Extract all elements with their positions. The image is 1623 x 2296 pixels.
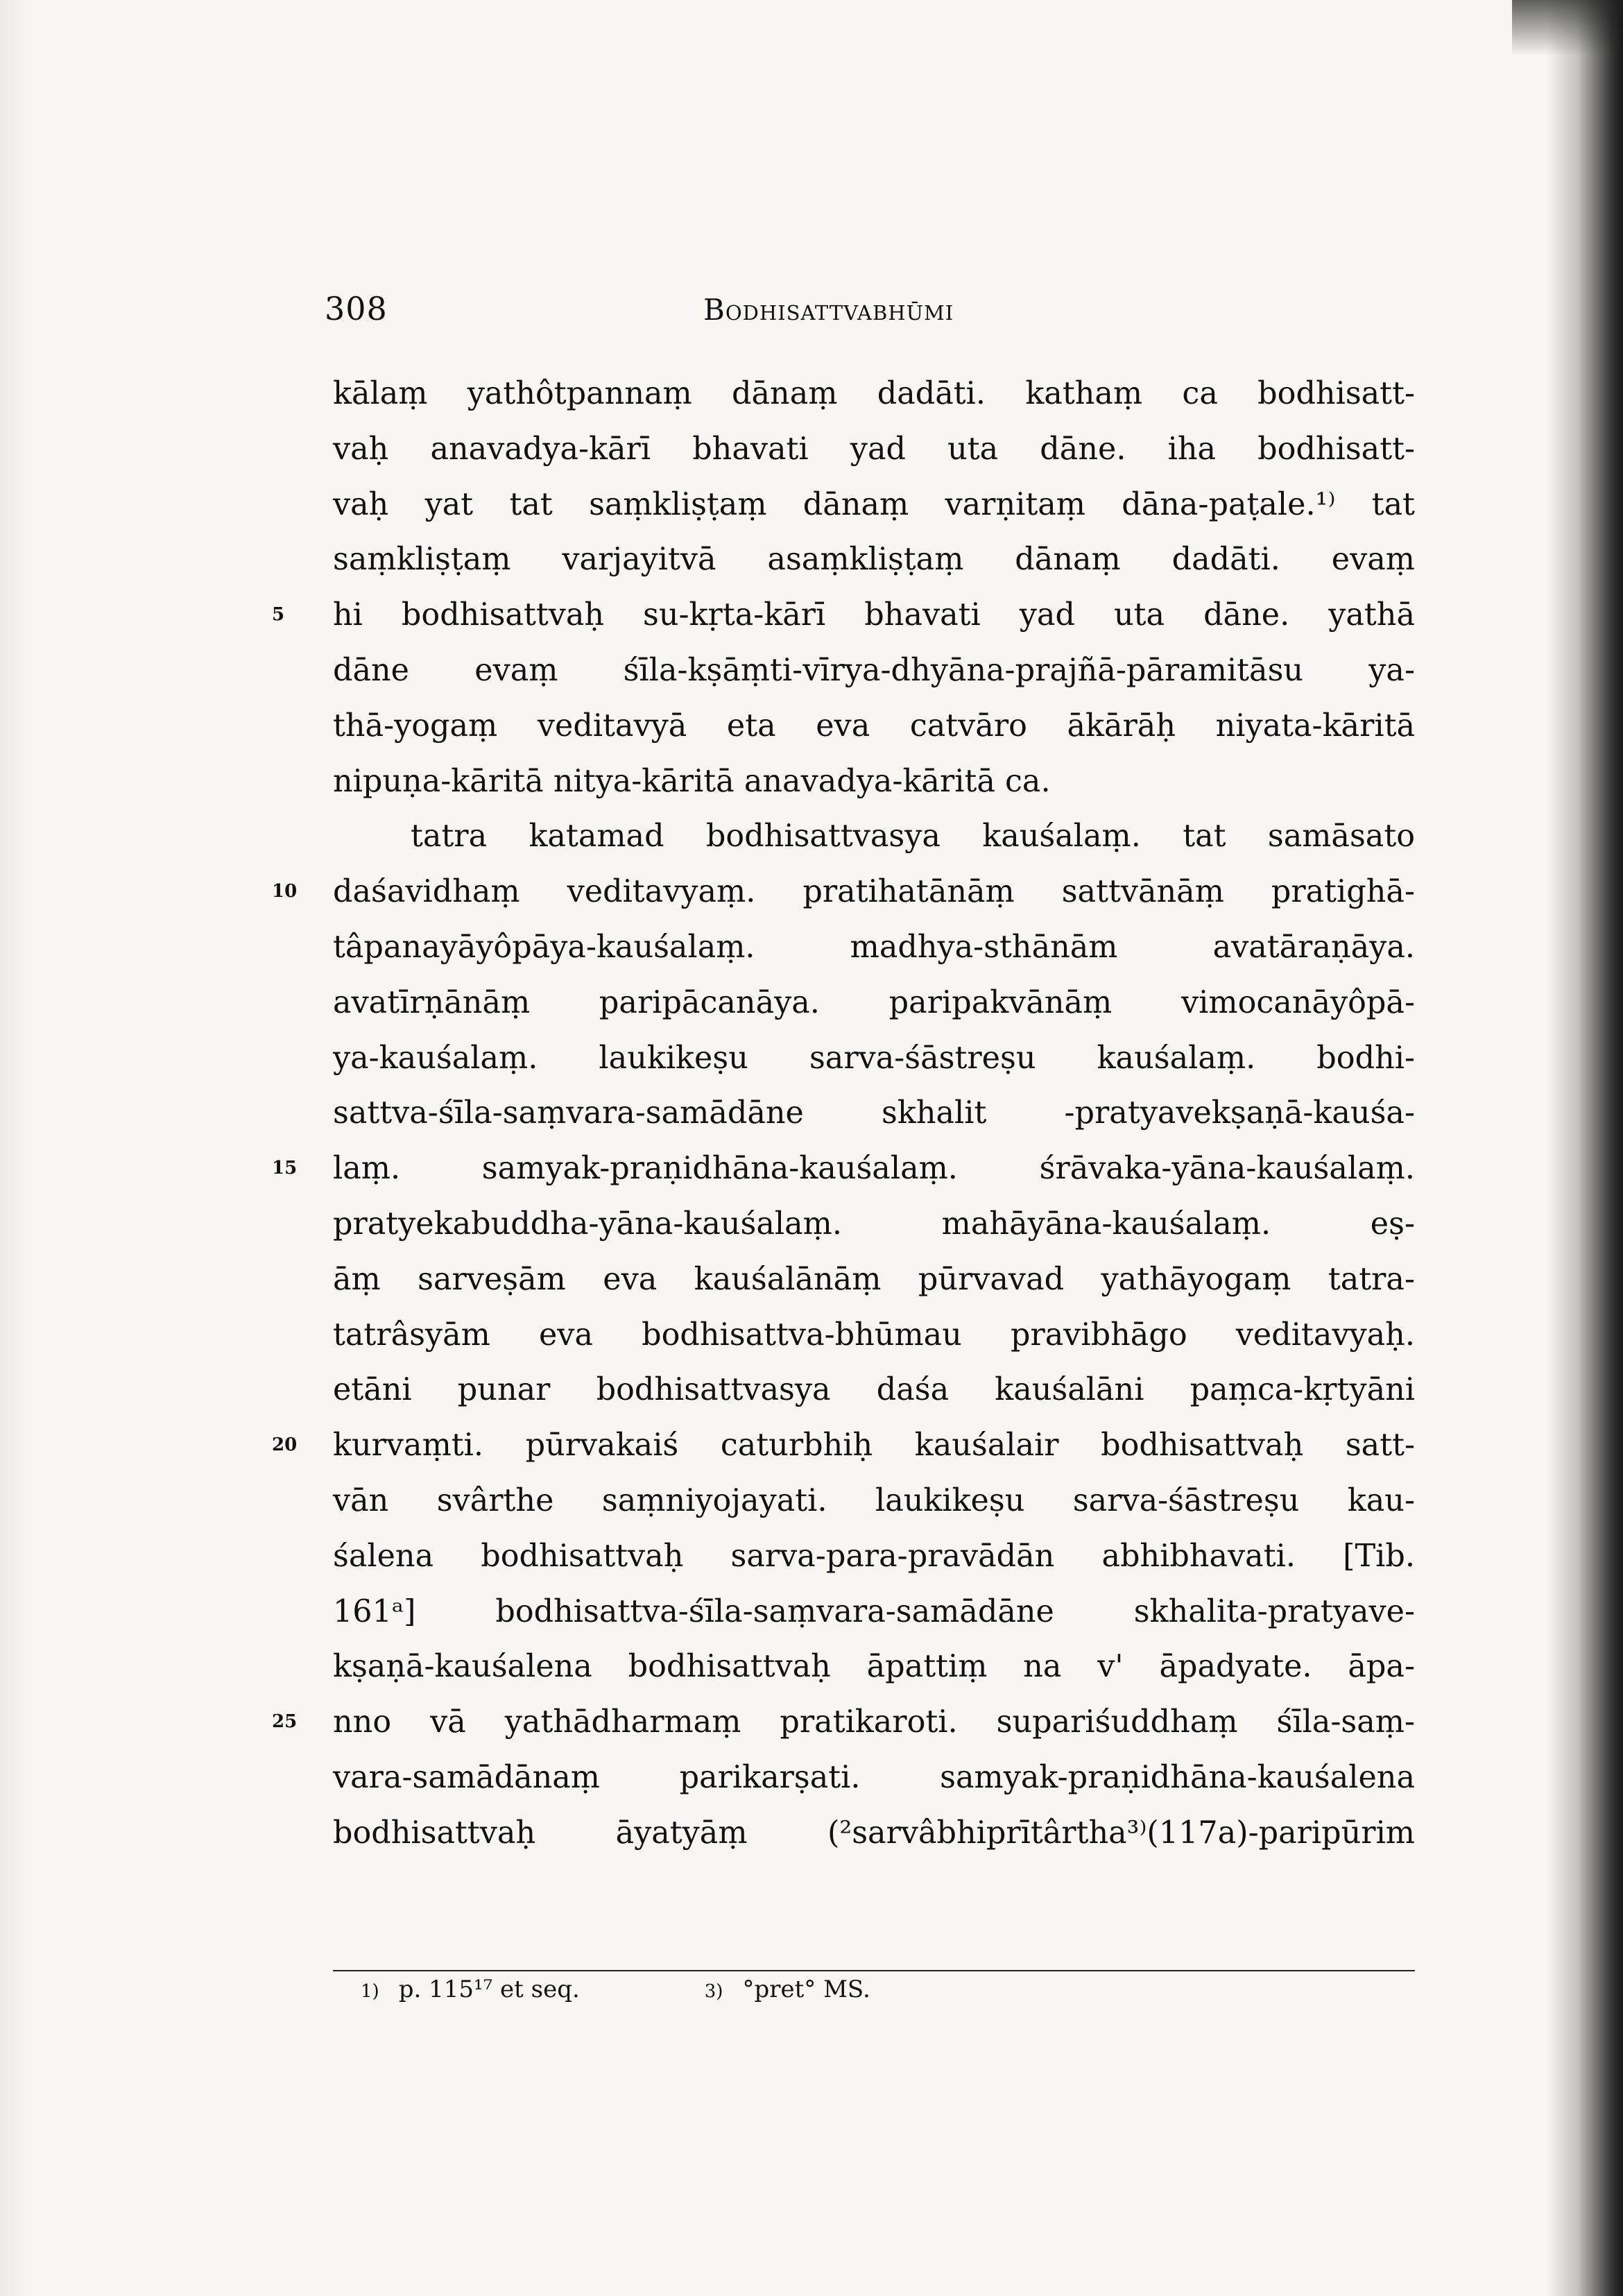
text-line	[333, 477, 1415, 533]
line-text: vaḥ anavadya-kārī bhavati yad uta dāne. iha bodhisatt-	[333, 431, 1415, 467]
text-line	[272, 864, 1415, 920]
footnote	[677, 1976, 870, 2003]
line-number: 25	[272, 1711, 298, 1733]
line-text: śalena bodhisattvaḥ sarva-para-pravādān abhibhavati. [Tib.	[333, 1538, 1415, 1574]
text-line	[333, 422, 1415, 477]
text-line	[272, 1418, 1415, 1473]
page-edge-shadow	[1547, 0, 1623, 2296]
text-line	[333, 1473, 1415, 1529]
text-line	[333, 1639, 1415, 1695]
text-line	[333, 920, 1415, 975]
line-text: laṃ. samyak-praṇidhāna-kauśalaṃ. śrāvaka-yāna-kauśalaṃ.	[333, 1151, 1415, 1187]
footnote-text: °pret° MS.	[742, 1976, 870, 2003]
text-line	[333, 1529, 1415, 1584]
line-text: etāni punar bodhisattvasya daśa kauśalāni paṃca-kṛtyāni	[333, 1372, 1415, 1408]
line-text: saṃkliṣṭaṃ varjayitvā asaṃkliṣṭaṃ dānaṃ dadāti. evaṃ	[333, 542, 1415, 578]
footnote-text: p. 115¹⁷ et seq.	[398, 1976, 580, 2003]
line-number: 5	[272, 604, 285, 626]
line-text: sattva-śīla-saṃvara-samādāne skhalit -pratyavekṣaṇā-kauśa-	[333, 1095, 1415, 1131]
line-text: tatrâsyām eva bodhisattva-bhūmau pravibhāgo veditavyaḥ.	[333, 1317, 1415, 1353]
text-line	[333, 1362, 1415, 1418]
text-line	[333, 643, 1415, 699]
running-title: Bodhisattvabhūmi	[703, 293, 954, 327]
line-text: tatra katamad bodhisattvasya kauśalaṃ. tat samāsato	[411, 819, 1415, 855]
text-line	[333, 366, 1415, 422]
text-line	[333, 1031, 1415, 1086]
text-line	[333, 1750, 1415, 1806]
text-line	[333, 699, 1415, 754]
text-line	[333, 1584, 1415, 1640]
footnote	[333, 1976, 580, 2003]
text-line	[333, 1252, 1415, 1308]
text-line	[333, 809, 1415, 864]
text-line	[272, 588, 1415, 643]
line-text: kurvaṃti. pūrvakaiś caturbhiḥ kauśalair bodhisattvaḥ satt-	[333, 1428, 1415, 1464]
line-text: dāne evaṃ śīla-kṣāṃti-vīrya-dhyāna-prajñā-pāramitāsu ya-	[333, 652, 1415, 688]
line-text: daśavidhaṃ veditavyaṃ. pratihatānāṃ sattvānāṃ pratighā-	[333, 874, 1415, 910]
line-text: pratyekabuddha-yāna-kauśalaṃ. mahāyāna-kauśalaṃ. eṣ-	[333, 1206, 1415, 1242]
line-text: vaḥ yat tat saṃkliṣṭaṃ dānaṃ varṇitaṃ dāna-paṭale.¹⁾ tat	[333, 486, 1415, 522]
page-number: 308	[325, 290, 388, 327]
text-line	[333, 532, 1415, 588]
line-text: kṣaṇā-kauśalena bodhisattvaḥ āpattiṃ na v' āpadyate. āpa-	[333, 1649, 1415, 1685]
line-text: tâpanayāyôpāya-kauśalaṃ. madhya-sthānām avatāraṇāya.	[333, 929, 1415, 965]
line-text: vān svârthe saṃniyojayati. laukikeṣu sarva-śāstreṣu kau-	[333, 1482, 1415, 1518]
text-line	[333, 975, 1415, 1031]
line-text: bodhisattvaḥ āyatyāṃ (²sarvâbhiprītârtha³⁾(117a)-paripūrim	[333, 1815, 1415, 1851]
text-line	[333, 1806, 1415, 1861]
line-number: 20	[272, 1434, 298, 1456]
text-line	[333, 1086, 1415, 1141]
line-text: hi bodhisattvaḥ su-kṛta-kārī bhavati yad uta dāne. yathā	[333, 597, 1415, 633]
page-edge-shadow-top	[1512, 0, 1623, 55]
line-text: nno vā yathādharmaṃ pratikaroti. supariśuddhaṃ śīla-saṃ-	[333, 1704, 1415, 1740]
line-text: avatīrṇānāṃ paripācanāya. paripakvānāṃ vimocanāyôpā-	[333, 984, 1415, 1020]
footnote-mark: 1)	[361, 1981, 379, 2002]
line-text: nipuṇa-kāritā nitya-kāritā anavadya-kāritā ca.	[333, 763, 1051, 799]
line-text: vara-samādānaṃ parikarṣati. samyak-praṇidhāna-kauśalena	[333, 1759, 1415, 1795]
page-header	[325, 290, 1420, 339]
text-line	[272, 1695, 1415, 1750]
line-text: kālaṃ yathôtpannaṃ dānaṃ dadāti. kathaṃ ca bodhisatt-	[333, 376, 1415, 411]
footnotes	[333, 1970, 1415, 2003]
line-text: ya-kauśalaṃ. laukikeṣu sarva-śāstreṣu kauśalaṃ. bodhi-	[333, 1040, 1415, 1076]
body-text	[272, 366, 1415, 1861]
text-line	[333, 1308, 1415, 1363]
line-text: āṃ sarveṣām eva kauśalānāṃ pūrvavad yathāyogaṃ tatra-	[333, 1261, 1415, 1297]
page-margin-left	[0, 0, 28, 2296]
text-line	[333, 1197, 1415, 1252]
footnote-mark: 3)	[704, 1981, 723, 2002]
line-text: thā-yogaṃ veditavyā eta eva catvāro ākārāḥ niyata-kāritā	[333, 708, 1415, 744]
text-line	[272, 1141, 1415, 1197]
line-number: 15	[272, 1158, 298, 1179]
line-number: 10	[272, 881, 298, 902]
line-text: 161ᵃ] bodhisattva-śīla-saṃvara-samādāne skhalita-pratyave-	[333, 1593, 1415, 1629]
text-line	[333, 754, 1415, 809]
